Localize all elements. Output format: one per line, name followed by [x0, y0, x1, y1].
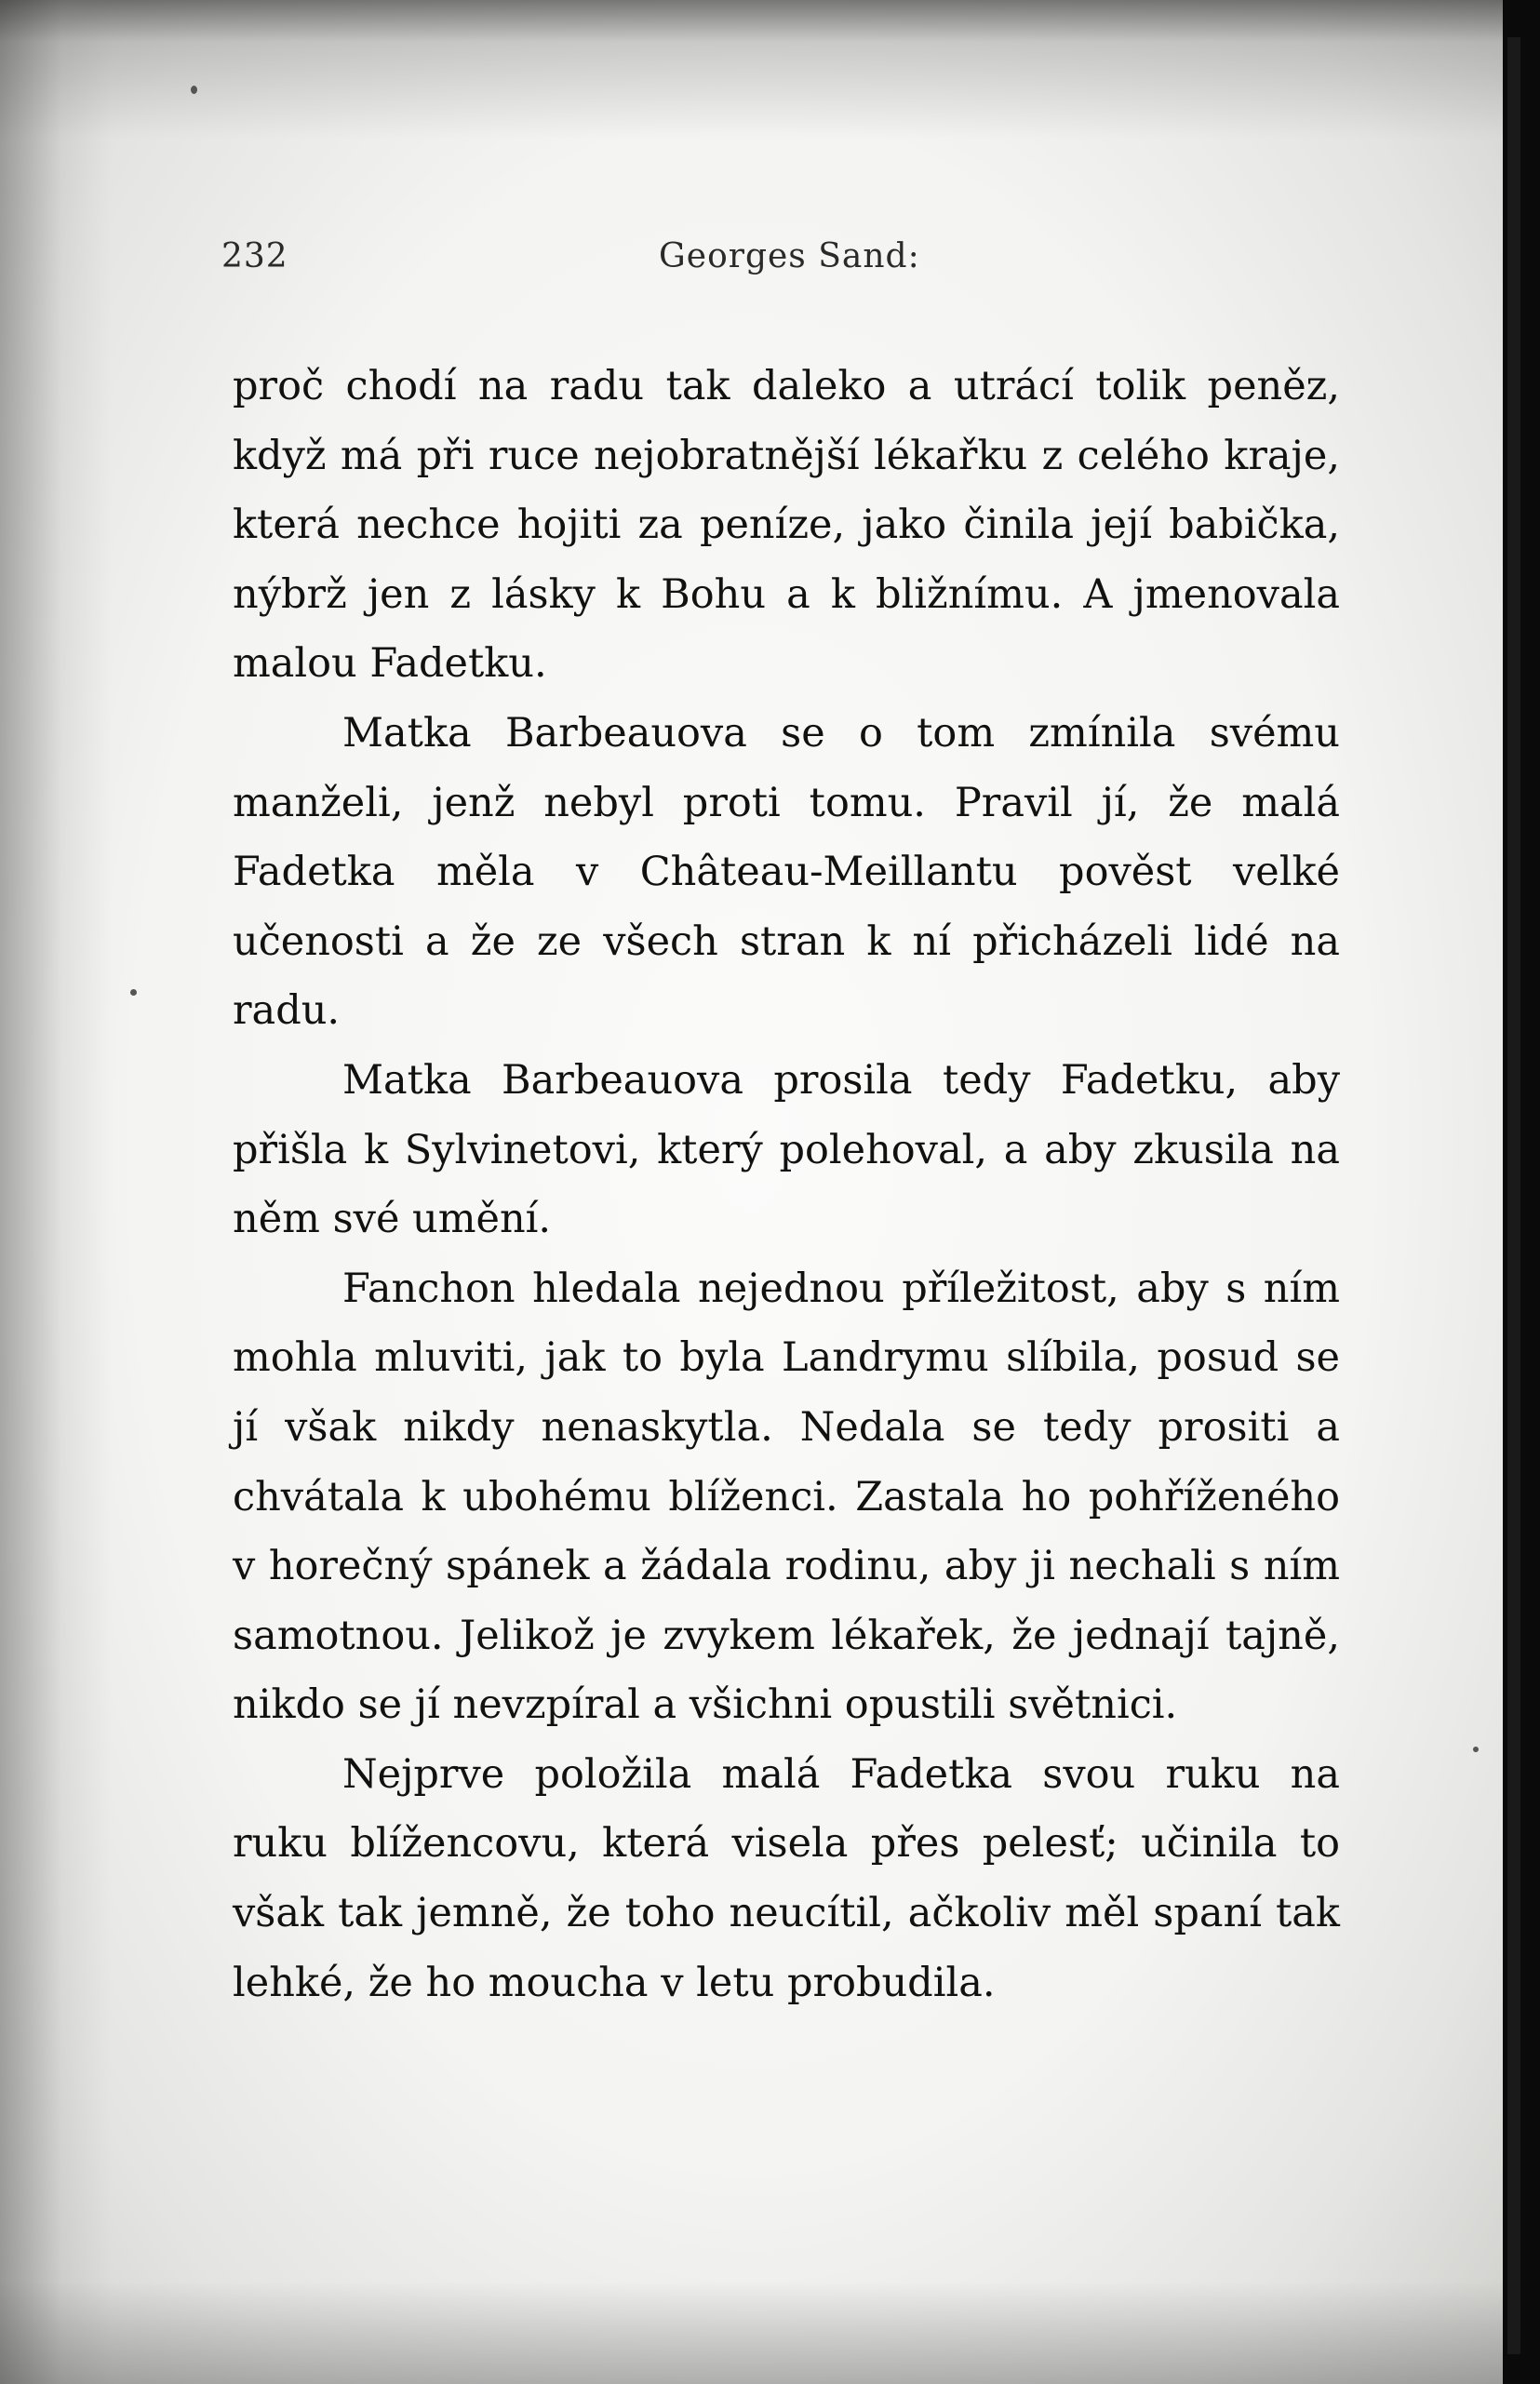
page-top-shadow [0, 0, 1503, 140]
page-number: 232 [221, 237, 288, 275]
paragraph-1: proč chodí na radu tak daleko a utrácí tolik peněz, když má při ruce nejobratnější lékařku z celého kraje, která nechce hojiti za peníze, jako činila její babička, nýbrž jen z lásky k Bohu a k bližnímu. A jmenovala malou Fadetku. [233, 363, 1340, 688]
body-text [233, 352, 1340, 2017]
paragraph-5: Nejprve položila malá Fadetka svou ruku na ruku blížencovu, která visela přes pelesť; učinila to však tak jemně, že toho neucítil, ačkoliv měl spaní tak lehké, že ho moucha v letu probudila. [233, 1750, 1340, 2006]
page-bottom-shadow [0, 2282, 1503, 2384]
scan-speck [130, 989, 137, 996]
paragraph-3: Matka Barbeauova prosila tedy Fadetku, aby přišla k Sylvinetovi, který polehoval, a aby zkusila na něm své umění. [233, 1056, 1340, 1243]
paragraph-2: Matka Barbeauova se o tom zmínila svému manželi, jenž nebyl proti tomu. Pravil jí, že malá Fadetka měla v Château-Meillantu pověst velké učenosti a že ze všech stran k ní přicházeli lidé na radu. [233, 709, 1340, 1035]
scan-speck [1473, 1747, 1479, 1752]
page-header [221, 237, 1361, 293]
scan-speck [191, 86, 197, 94]
paragraph-4: Fanchon hledala nejednou příležitost, aby s ním mohla mluviti, jak to byla Landrymu slíbila, posud se jí však nikdy nenaskytla. Nedala se tedy prositi a chvátala k ubohému blíženci. Zastala ho pohříženého v horečný spánek a žádala rodinu, aby ji nechali s ním samotnou. Jelikož je zvykem lékařek, že jednají tajně, nikdo se jí nevzpíral a všichni opustili světnici. [233, 1265, 1340, 1729]
page-gutter-shadow [0, 0, 112, 2384]
next-page-edge [1507, 37, 1520, 2354]
running-head: Georges Sand: [659, 237, 920, 275]
